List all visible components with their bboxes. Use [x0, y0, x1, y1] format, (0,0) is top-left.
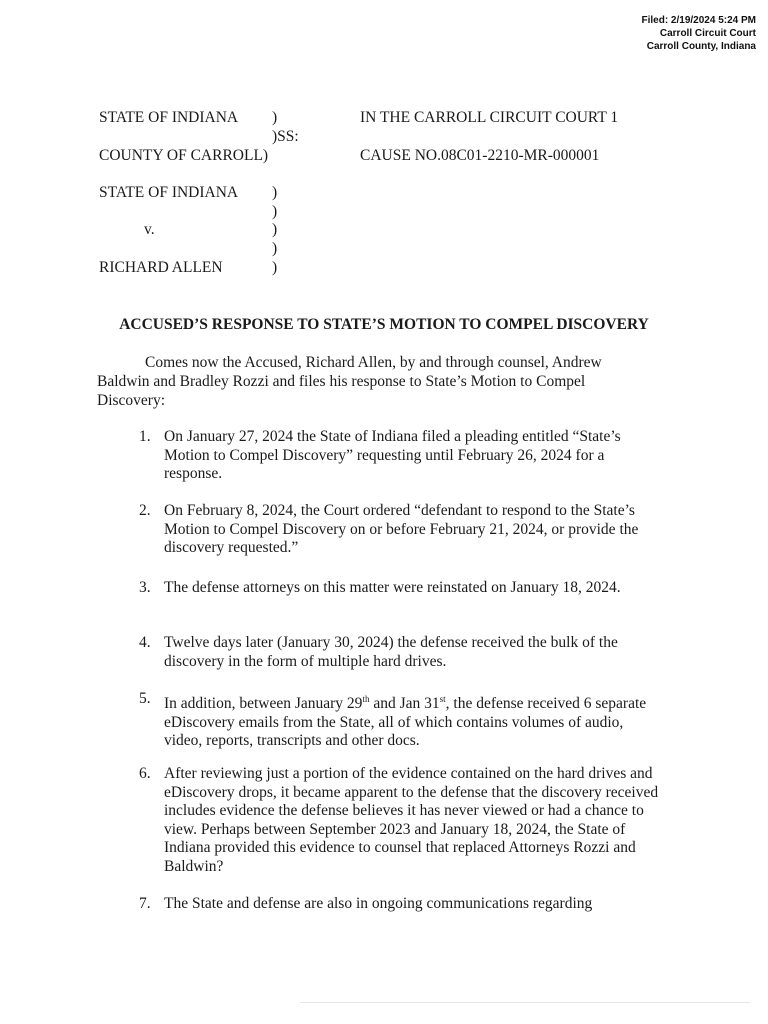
paragraph-text: The State and defense are also in ongoing communications regarding	[164, 895, 593, 912]
paragraph-number: 1.	[139, 428, 151, 445]
numbered-paragraph	[139, 428, 659, 484]
numbered-paragraph	[139, 634, 659, 671]
numbered-paragraph	[139, 895, 659, 914]
ordinal-suffix: th	[362, 694, 370, 704]
paragraph-number: 3.	[139, 579, 151, 596]
caption-paren: )	[272, 259, 278, 276]
caption-cause: CAUSE NO.08C01-2210-MR-000001	[360, 147, 600, 164]
paragraph-number: 4.	[139, 634, 151, 651]
paragraph-text	[164, 690, 659, 751]
numbered-paragraph	[139, 579, 659, 598]
paragraph-text: On January 27, 2024 the State of Indiana filed a pleading entitled “State’s Motion to Compel Discovery” requesting until February 26, 2024 for a response.	[164, 428, 621, 482]
filed-county: Carroll County, Indiana	[646, 41, 756, 52]
filed-stamp	[641, 14, 756, 53]
paragraph-text: On February 8, 2024, the Court ordered “defendant to respond to the State’s Motion to Compel Discovery on or before February 21, 2024, or provide the discovery requested.”	[164, 502, 639, 556]
scan-artifact-line	[300, 1002, 750, 1003]
paragraph-text: The defense attorneys on this matter were reinstated on January 18, 2024.	[164, 579, 621, 596]
paragraph-text-part: In addition, between January 29	[164, 695, 363, 713]
numbered-paragraph	[139, 690, 659, 751]
paragraph-text: Twelve days later (January 30, 2024) the defense received the bulk of the discovery in the form of multiple hard drives.	[164, 634, 618, 670]
paragraph-number: 2.	[139, 502, 151, 519]
paragraph-number: 7.	[139, 895, 151, 912]
caption-paren: )	[272, 184, 278, 201]
caption-county: COUNTY OF CARROLL)	[99, 147, 269, 164]
intro-paragraph: Comes now the Accused, Richard Allen, by and through counsel, Andrew Baldwin and Bradley Rozzi and files his response to State’s Motion to Compel Discovery:	[97, 354, 602, 409]
paragraph-number: 5.	[139, 690, 151, 707]
ordinal-suffix: st	[439, 694, 446, 704]
caption-defendant: RICHARD ALLEN	[99, 259, 223, 276]
filed-date: Filed: 2/19/2024 5:24 PM	[641, 15, 756, 26]
numbered-paragraph	[139, 765, 659, 876]
caption-paren: )	[272, 203, 278, 220]
paragraph-number: 6.	[139, 765, 151, 782]
paragraph-text: After reviewing just a portion of the evidence contained on the hard drives and eDiscovery drops, it became apparent to the defense that the discovery received includes evidence the defense believes it has never viewed or had a chance to view. Perhaps between September 2023 and January 18, 2024, the State of Indiana provided this evidence to counsel that replaced Attorneys Rozzi and Baldwin?	[164, 765, 659, 875]
caption-plaintiff: STATE OF INDIANA	[99, 184, 239, 201]
document-title: ACCUSED’S RESPONSE TO STATE’S MOTION TO COMPEL DISCOVERY	[119, 316, 649, 333]
caption-versus: v.	[144, 221, 155, 238]
paragraph-text-part: and Jan 31	[369, 695, 440, 713]
caption-paren: )	[272, 109, 278, 126]
caption-paren: )	[272, 240, 278, 257]
paragraph-text-part: , the defense received 6 separate eDiscovery emails from the State, all of which contains volumes of audio, video, reports, transcripts and other docs.	[164, 695, 647, 750]
caption-state: STATE OF INDIANA	[99, 109, 239, 126]
caption-court: IN THE CARROLL CIRCUIT COURT 1	[360, 109, 619, 126]
numbered-paragraph	[139, 502, 659, 558]
filed-court: Carroll Circuit Court	[659, 28, 756, 39]
caption-paren: )	[272, 221, 278, 238]
caption-ss: )SS:	[272, 128, 299, 145]
